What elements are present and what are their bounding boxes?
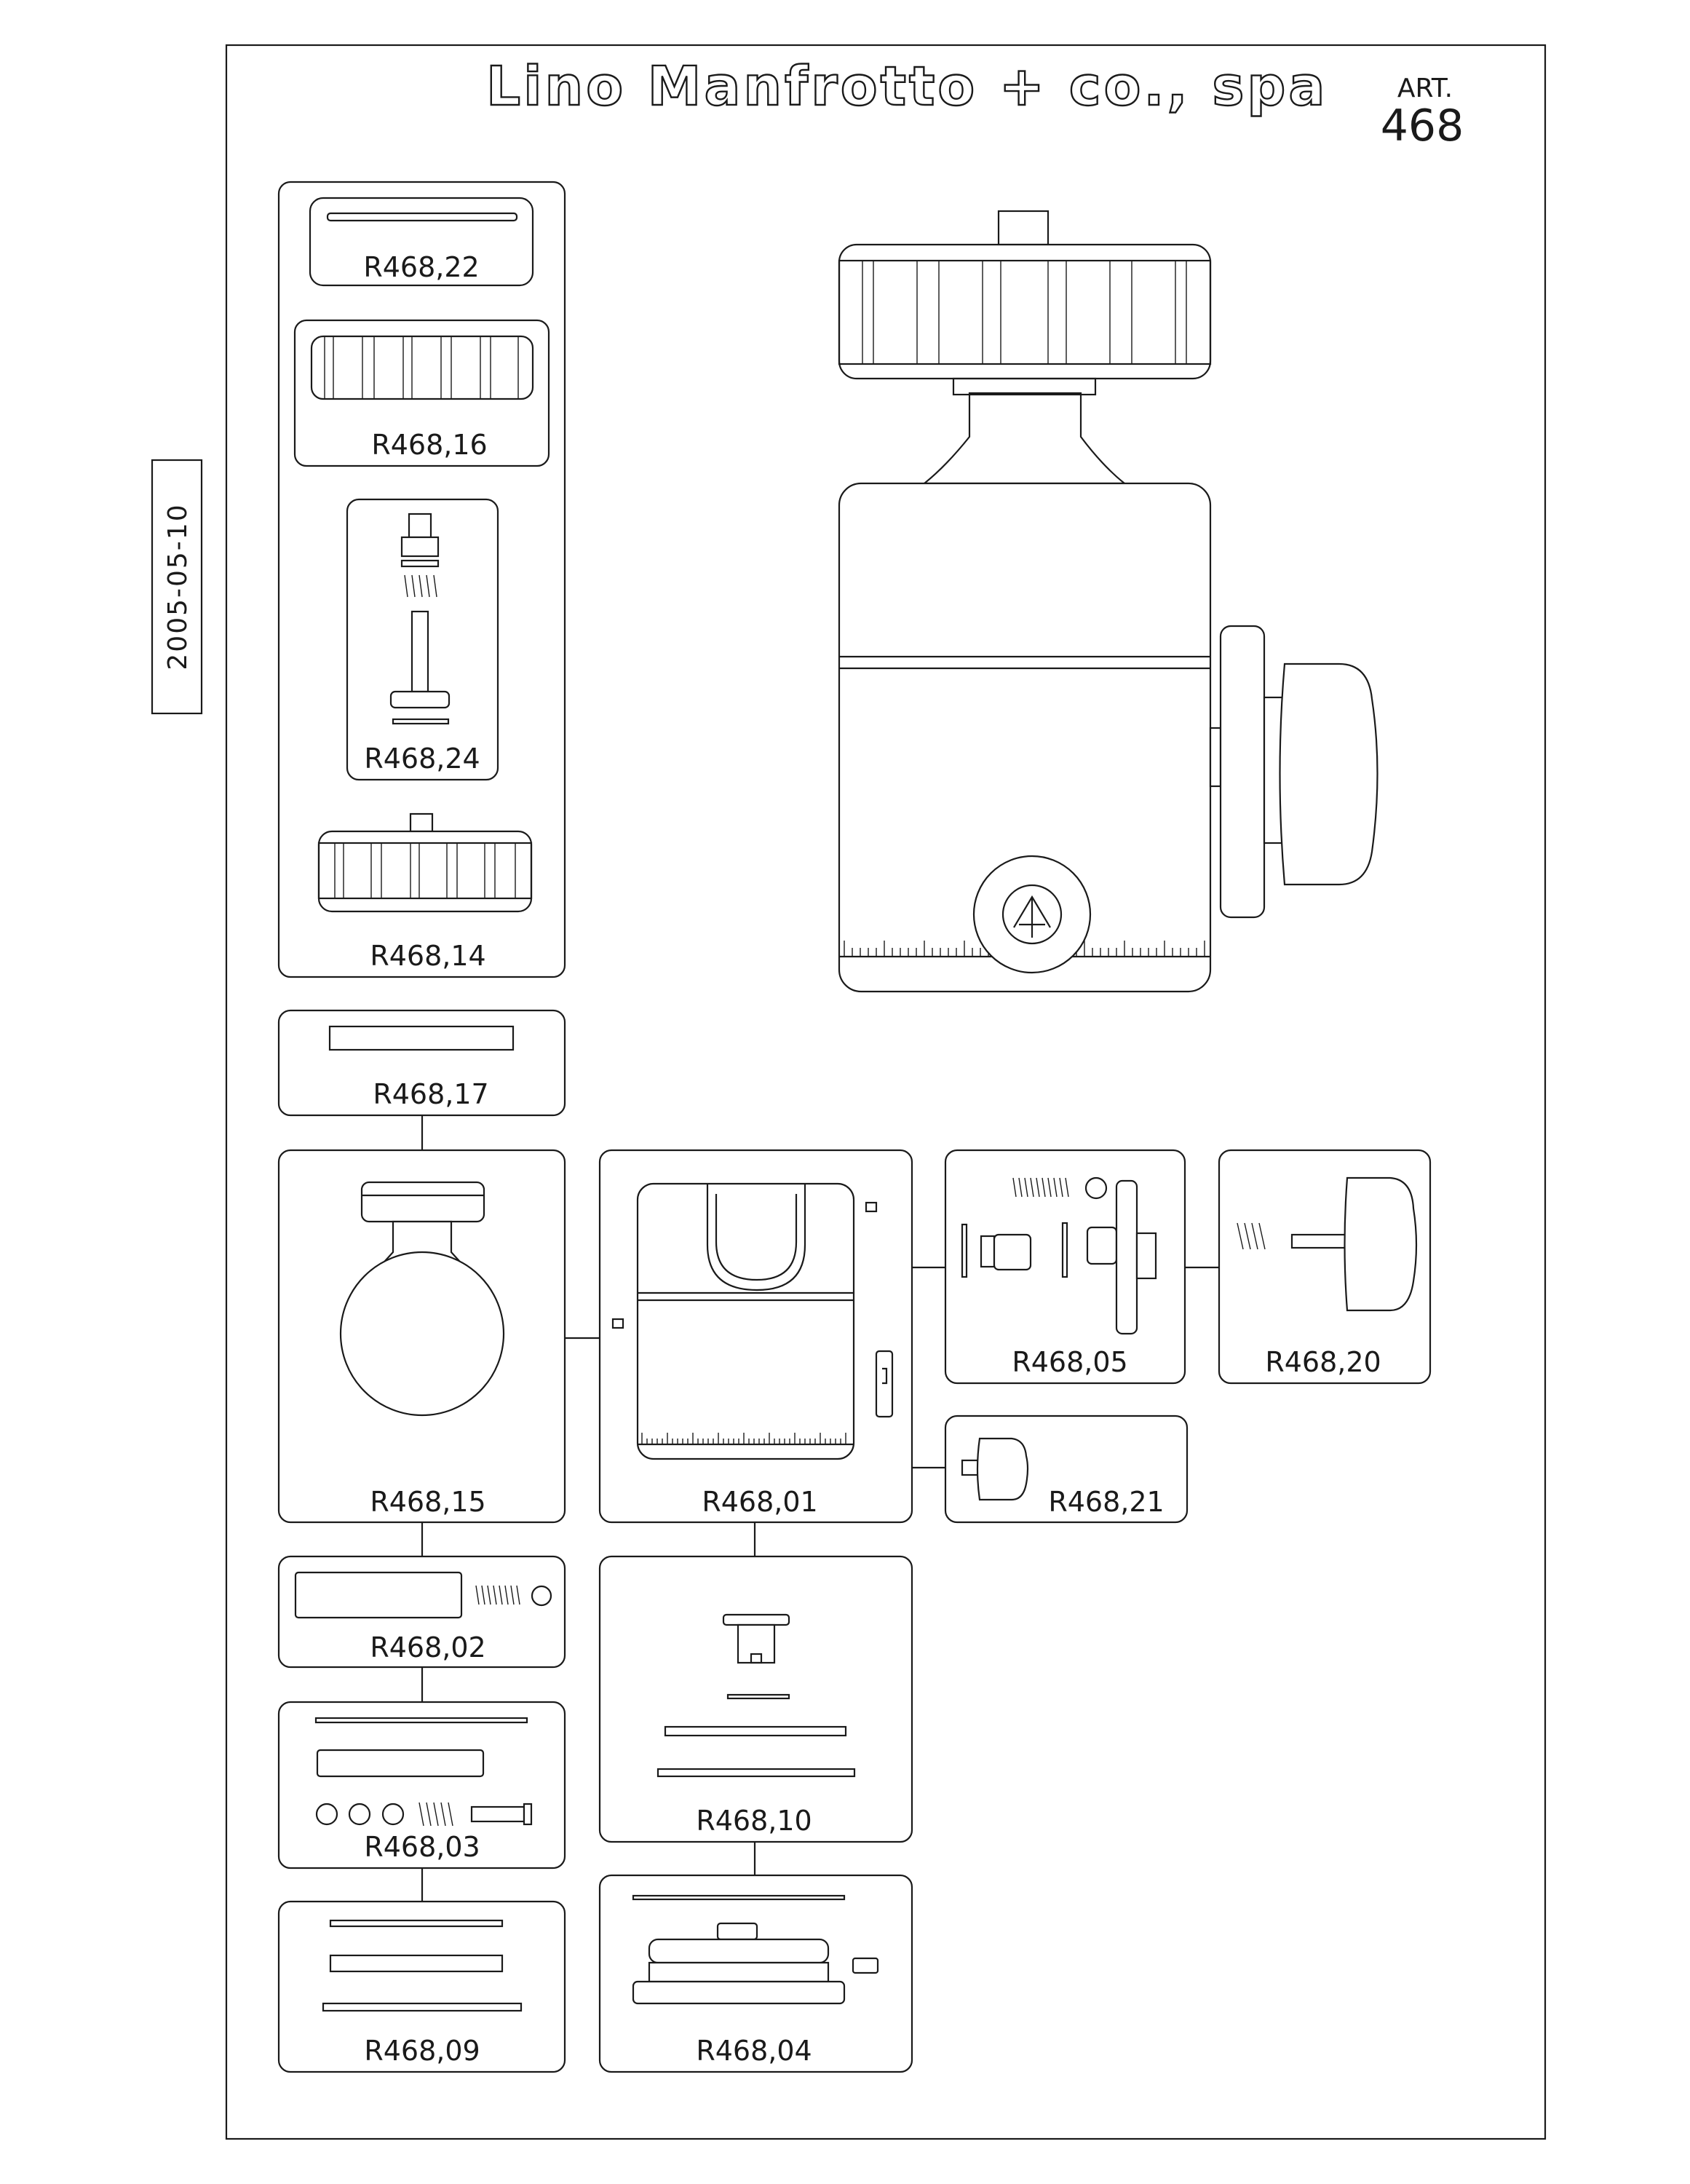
part-r468-22[interactable] (310, 198, 533, 285)
part-code-r468-04: R468,04 (696, 2035, 812, 2067)
part-code-r468-21: R468,21 (1048, 1486, 1165, 1518)
part-r468-01[interactable] (600, 1150, 912, 1522)
part-code-r468-22: R468,22 (363, 251, 480, 283)
part-code-r468-24: R468,24 (364, 743, 480, 775)
part-r468-10[interactable] (600, 1556, 912, 1842)
part-code-r468-05: R468,05 (1012, 1346, 1128, 1378)
part-code-r468-17: R468,17 (373, 1078, 489, 1110)
date-stamp: 2005-05-10 (163, 503, 193, 670)
part-r468-24[interactable] (347, 499, 498, 780)
part-code-r468-02: R468,02 (370, 1631, 486, 1663)
part-r468-04[interactable] (600, 1875, 912, 2072)
part-r468-05[interactable] (945, 1150, 1185, 1383)
part-code-r468-16: R468,16 (371, 429, 488, 461)
art-label: ART. (1397, 74, 1453, 103)
part-r468-20[interactable] (1219, 1150, 1430, 1383)
part-code-r468-09: R468,09 (364, 2035, 480, 2067)
part-code-r468-20: R468,20 (1265, 1346, 1381, 1378)
part-code-r468-01: R468,01 (702, 1486, 818, 1518)
part-r468-09[interactable] (279, 1902, 565, 2072)
part-r468-21[interactable] (945, 1416, 1187, 1522)
part-code-r468-10: R468,10 (696, 1805, 812, 1837)
part-code-r468-03: R468,03 (364, 1831, 480, 1863)
part-code-r468-15: R468,15 (370, 1486, 486, 1518)
part-code-r468-14: R468,14 (370, 940, 486, 972)
part-r468-03[interactable] (279, 1702, 565, 1868)
part-r468-17[interactable] (279, 1010, 565, 1115)
brand-logo: Lino Manfrotto + co., spa (486, 55, 1328, 118)
ball-head-assembly (839, 211, 1378, 992)
part-r468-16[interactable] (295, 320, 549, 466)
part-r468-15[interactable] (279, 1150, 565, 1522)
part-r468-02[interactable] (279, 1556, 565, 1667)
part-r468-14[interactable] (319, 814, 531, 972)
art-number: 468 (1380, 100, 1464, 151)
